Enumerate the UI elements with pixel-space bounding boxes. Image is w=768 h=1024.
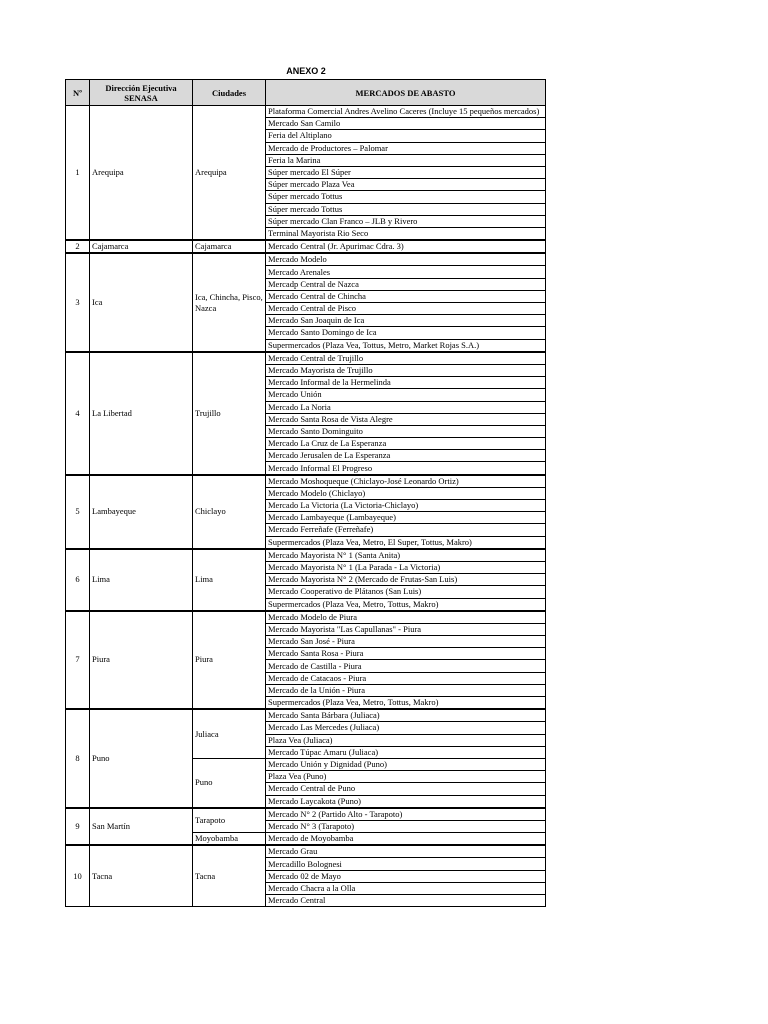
market-cell: Mercado San Joaquin de Ica (266, 315, 546, 327)
market-cell: Mercado N° 2 (Partido Alto - Tarapoto) (266, 808, 546, 821)
market-cell: Súper mercado Tottus (266, 203, 546, 215)
city-cell: Tarapoto (193, 808, 266, 833)
market-cell: Mercado Santo Domingo de Ica (266, 327, 546, 339)
market-cell: Mercado La Victoria (La Victoria-Chiclayo) (266, 500, 546, 512)
market-cell: Mercadp Central de Nazca (266, 278, 546, 290)
direccion-cell: La Libertad (90, 352, 193, 475)
market-cell: Mercado Mayorista "Las Capullanas" - Piura (266, 623, 546, 635)
market-cell: Mercado San Camilo (266, 118, 546, 130)
table-body (66, 106, 546, 907)
direccion-cell: Cajamarca (90, 240, 193, 253)
city-cell: Ica, Chincha, Pisco, Nazca (193, 253, 266, 352)
group-number: 2 (66, 240, 90, 253)
market-cell: Mercado San José - Piura (266, 636, 546, 648)
market-cell: Mercado Jerusalen de La Esperanza (266, 450, 546, 462)
market-cell: Mercado Arenales (266, 266, 546, 278)
market-cell: Mercado Modelo (Chiclayo) (266, 487, 546, 499)
direccion-cell: Arequipa (90, 106, 193, 241)
group-number: 8 (66, 709, 90, 808)
table-row (66, 475, 546, 488)
direccion-cell: Lambayeque (90, 475, 193, 549)
market-cell: Mercado Central de Pisco (266, 303, 546, 315)
market-cell: Supermercados (Plaza Vea, Metro, Tottus, Makro) (266, 697, 546, 710)
direccion-cell: Ica (90, 253, 193, 352)
market-cell: Mercado Santo Dominguito (266, 425, 546, 437)
table-row (66, 106, 546, 118)
header-ciudades: Ciudades (193, 80, 266, 106)
market-cell: Súper mercado Tottus (266, 191, 546, 203)
market-cell: Súper mercado El Súper (266, 166, 546, 178)
market-cell: Plaza Vea (Puno) (266, 771, 546, 783)
table-row (66, 240, 546, 253)
market-cell: Mercado Cooperativo de Plátanos (San Luis) (266, 586, 546, 598)
market-cell: Mercado Santa Rosa de Vista Alegre (266, 413, 546, 425)
market-cell: Mercado Túpac Amaru (Juliaca) (266, 746, 546, 758)
table-row (66, 611, 546, 624)
group-number: 9 (66, 808, 90, 846)
market-cell: Mercado Lambayeque (Lambayeque) (266, 512, 546, 524)
market-cell: Súper mercado Plaza Vea (266, 179, 546, 191)
table-row (66, 352, 546, 365)
market-cell: Mercado Central (266, 895, 546, 907)
city-cell: Cajamarca (193, 240, 266, 253)
market-cell: Mercado Central de Puno (266, 783, 546, 795)
market-cell: Mercado Informal El Progreso (266, 462, 546, 475)
market-cell: Mercado de Castilla - Piura (266, 660, 546, 672)
direccion-cell: Lima (90, 549, 193, 611)
market-cell: Terminal Mayorista Rio Seco (266, 227, 546, 240)
market-cell: Mercado Unión y Dignidad (Puno) (266, 758, 546, 770)
market-cell: Mercado de Catacaos - Piura (266, 672, 546, 684)
city-cell: Arequipa (193, 106, 266, 241)
market-cell: Mercado Las Mercedes (Juliaca) (266, 722, 546, 734)
market-cell: Súper mercado Clan Franco – JLB y Rivero (266, 215, 546, 227)
table-row (66, 845, 546, 858)
market-cell: Mercado de Moyobamba (266, 833, 546, 846)
market-cell: Mercado Mayorista N° 1 (Santa Anita) (266, 549, 546, 562)
city-cell: Lima (193, 549, 266, 611)
group-number: 10 (66, 845, 90, 906)
market-cell: Mercado Santa Rosa - Piura (266, 648, 546, 660)
header-mercados: MERCADOS DE ABASTO (266, 80, 546, 106)
group-number: 1 (66, 106, 90, 241)
group-number: 3 (66, 253, 90, 352)
header-num: Nº (66, 80, 90, 106)
market-cell: Plaza Vea (Juliaca) (266, 734, 546, 746)
market-cell: Mercado Chacra a la Olla (266, 882, 546, 894)
city-cell: Piura (193, 611, 266, 710)
market-cell: Mercado N° 3 (Tarapoto) (266, 820, 546, 832)
market-cell: Mercado Central (Jr. Apurimac Cdra. 3) (266, 240, 546, 253)
market-cell: Mercado Moshoqueque (Chiclayo-José Leonardo Ortiz) (266, 475, 546, 488)
city-cell: Moyobamba (193, 833, 266, 846)
market-cell: Mercado Central de Chincha (266, 290, 546, 302)
markets-table (65, 79, 546, 907)
city-cell: Chiclayo (193, 475, 266, 549)
direccion-cell: Puno (90, 709, 193, 808)
group-number: 5 (66, 475, 90, 549)
city-cell: Trujillo (193, 352, 266, 475)
market-cell: Mercado de la Unión - Piura (266, 684, 546, 696)
market-cell: Mercado de Productores – Palomar (266, 142, 546, 154)
group-number: 6 (66, 549, 90, 611)
market-cell: Mercado Ferreñafe (Ferreñafe) (266, 524, 546, 536)
market-cell: Plataforma Comercial Andres Avelino Caceres (Incluye 15 pequeños mercados) (266, 106, 546, 118)
direccion-cell: Piura (90, 611, 193, 710)
document-title: ANEXO 2 (286, 66, 326, 76)
market-cell: Mercado Mayorista N° 2 (Mercado de Frutas-San Luis) (266, 574, 546, 586)
city-cell: Juliaca (193, 709, 266, 758)
market-cell: Mercado Mayorista de Trujillo (266, 364, 546, 376)
market-cell: Supermercados (Plaza Vea, Tottus, Metro, Market Rojas S.A.) (266, 339, 546, 352)
market-cell: Mercado 02 de Mayo (266, 870, 546, 882)
market-cell: Mercado Grau (266, 845, 546, 858)
group-number: 4 (66, 352, 90, 475)
market-cell: Mercado La Cruz de La Esperanza (266, 438, 546, 450)
market-cell: Mercado Modelo (266, 253, 546, 266)
market-cell: Mercado Modelo de Piura (266, 611, 546, 624)
market-cell: Mercadillo Bolognesi (266, 858, 546, 870)
market-cell: Mercado Informal de la Hermelinda (266, 377, 546, 389)
market-cell: Mercado Santa Bárbara (Juliaca) (266, 709, 546, 722)
market-cell: Supermercados (Plaza Vea, Metro, El Super, Tottus, Makro) (266, 536, 546, 549)
table-row (66, 549, 546, 562)
table-row (66, 253, 546, 266)
market-cell: Feria la Marina (266, 154, 546, 166)
table-row (66, 808, 546, 821)
market-cell: Mercado La Noria (266, 401, 546, 413)
header-direccion: Dirección Ejecutiva SENASA (90, 80, 193, 106)
market-cell: Feria del Altiplano (266, 130, 546, 142)
table-row (66, 709, 546, 722)
market-cell: Mercado Unión (266, 389, 546, 401)
market-cell: Mercado Laycakota (Puno) (266, 795, 546, 808)
market-cell: Supermercados (Plaza Vea, Metro, Tottus, Makro) (266, 598, 546, 611)
direccion-cell: Tacna (90, 845, 193, 906)
market-cell: Mercado Mayorista N° 1 (La Parada - La Victoria) (266, 561, 546, 573)
city-cell: Tacna (193, 845, 266, 906)
market-cell: Mercado Central de Trujillo (266, 352, 546, 365)
direccion-cell: San Martín (90, 808, 193, 846)
city-cell: Puno (193, 758, 266, 807)
group-number: 7 (66, 611, 90, 710)
header-row (66, 80, 546, 106)
